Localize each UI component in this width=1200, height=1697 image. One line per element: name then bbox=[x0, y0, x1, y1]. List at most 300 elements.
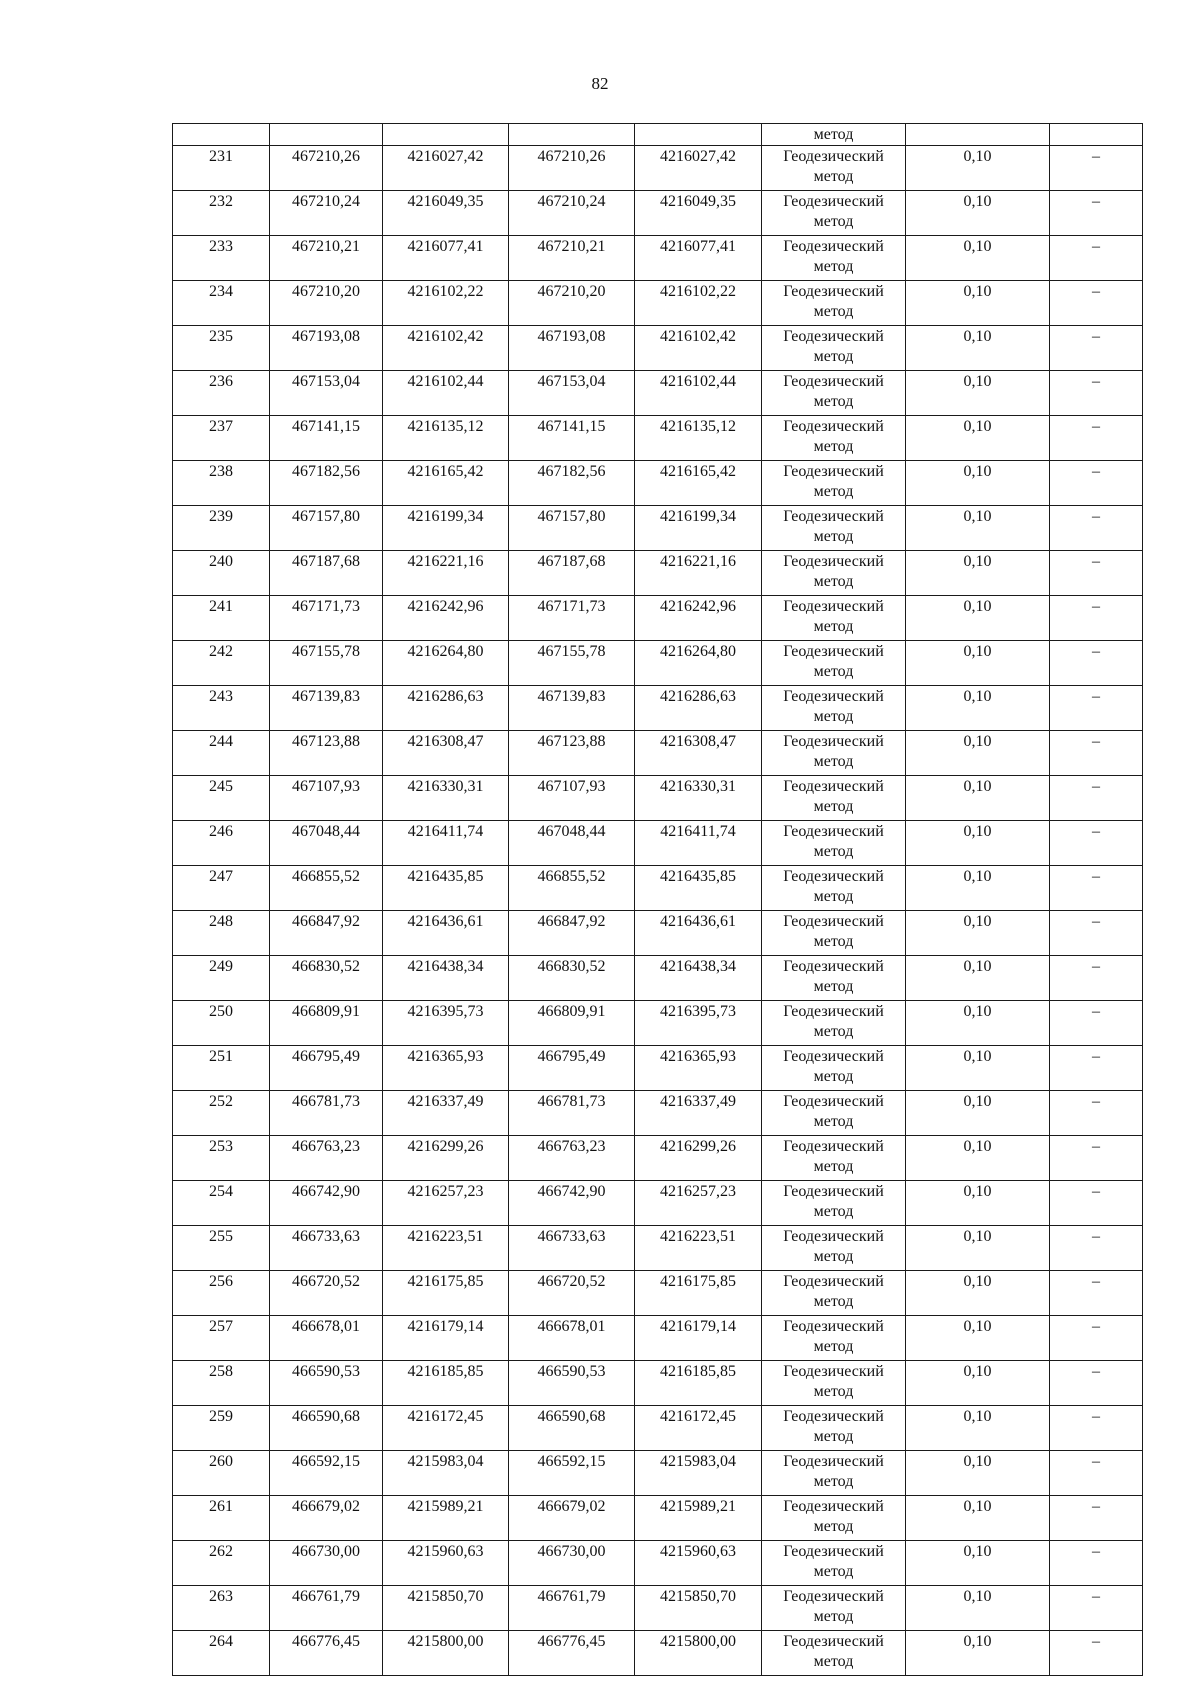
dash-cell: – bbox=[1050, 956, 1143, 1001]
table-row bbox=[173, 1316, 1143, 1361]
y-coordinate-cell: 4216308,47 bbox=[383, 731, 509, 776]
y-coordinate-cell: 4216049,35 bbox=[383, 191, 509, 236]
method-line-1: Геодезический bbox=[783, 1048, 884, 1065]
table-row bbox=[173, 866, 1143, 911]
method-cell bbox=[762, 911, 906, 956]
x-coordinate-cell: 467123,88 bbox=[270, 731, 383, 776]
point-number-cell: 263 bbox=[173, 1586, 270, 1631]
y-coordinate-cell: 4215960,63 bbox=[635, 1541, 762, 1586]
method-cell bbox=[762, 821, 906, 866]
precision-cell: 0,10 bbox=[906, 1271, 1050, 1316]
y-coordinate-cell: 4216242,96 bbox=[383, 596, 509, 641]
table-body bbox=[173, 124, 1143, 1676]
method-line-1: Геодезический bbox=[783, 688, 884, 705]
method-line-2: метод bbox=[813, 438, 854, 455]
x-coordinate-cell: 466730,00 bbox=[509, 1541, 635, 1586]
point-number-cell: 234 bbox=[173, 281, 270, 326]
method-line-2: метод bbox=[813, 1293, 854, 1310]
y-coordinate-cell: 4216435,85 bbox=[635, 866, 762, 911]
method-line-2: метод bbox=[813, 483, 854, 500]
point-number-cell: 252 bbox=[173, 1091, 270, 1136]
precision-cell: 0,10 bbox=[906, 686, 1050, 731]
method-cell bbox=[762, 506, 906, 551]
y-coordinate-cell: 4215960,63 bbox=[383, 1541, 509, 1586]
dash-cell: – bbox=[1050, 1496, 1143, 1541]
dash-cell: – bbox=[1050, 281, 1143, 326]
table-cell bbox=[906, 124, 1050, 146]
x-coordinate-cell: 467193,08 bbox=[509, 326, 635, 371]
method-line-2: метод bbox=[813, 348, 854, 365]
method-line-2: метод bbox=[813, 393, 854, 410]
y-coordinate-cell: 4215989,21 bbox=[383, 1496, 509, 1541]
dash-cell: – bbox=[1050, 1181, 1143, 1226]
y-coordinate-cell: 4216299,26 bbox=[383, 1136, 509, 1181]
method-line-2: метод bbox=[813, 663, 854, 680]
dash-cell: – bbox=[1050, 416, 1143, 461]
y-coordinate-cell: 4216135,12 bbox=[383, 416, 509, 461]
point-number-cell: 256 bbox=[173, 1271, 270, 1316]
point-number-cell: 253 bbox=[173, 1136, 270, 1181]
x-coordinate-cell: 466776,45 bbox=[509, 1631, 635, 1676]
table-cell bbox=[635, 124, 762, 146]
precision-cell: 0,10 bbox=[906, 1496, 1050, 1541]
dash-cell: – bbox=[1050, 461, 1143, 506]
method-cell bbox=[762, 686, 906, 731]
table-row bbox=[173, 1136, 1143, 1181]
x-coordinate-cell: 467107,93 bbox=[509, 776, 635, 821]
point-number-cell: 249 bbox=[173, 956, 270, 1001]
dash-cell: – bbox=[1050, 596, 1143, 641]
x-coordinate-cell: 466720,52 bbox=[509, 1271, 635, 1316]
table-row bbox=[173, 1451, 1143, 1496]
table-cell bbox=[1050, 124, 1143, 146]
point-number-cell: 258 bbox=[173, 1361, 270, 1406]
dash-cell: – bbox=[1050, 146, 1143, 191]
y-coordinate-cell: 4216102,44 bbox=[635, 371, 762, 416]
precision-cell: 0,10 bbox=[906, 1136, 1050, 1181]
dash-cell: – bbox=[1050, 1271, 1143, 1316]
method-line-1: Геодезический bbox=[783, 1633, 884, 1650]
method-line-2: метод bbox=[813, 1338, 854, 1355]
table-row bbox=[173, 1586, 1143, 1631]
point-number-cell: 239 bbox=[173, 506, 270, 551]
method-line-2: метод bbox=[813, 933, 854, 950]
x-coordinate-cell: 467182,56 bbox=[270, 461, 383, 506]
method-line-1: Геодезический bbox=[783, 373, 884, 390]
y-coordinate-cell: 4216179,14 bbox=[635, 1316, 762, 1361]
point-number-cell: 247 bbox=[173, 866, 270, 911]
y-coordinate-cell: 4216135,12 bbox=[635, 416, 762, 461]
precision-cell: 0,10 bbox=[906, 326, 1050, 371]
y-coordinate-cell: 4216221,16 bbox=[635, 551, 762, 596]
precision-cell: 0,10 bbox=[906, 911, 1050, 956]
point-number-cell: 231 bbox=[173, 146, 270, 191]
y-coordinate-cell: 4216330,31 bbox=[383, 776, 509, 821]
table-row bbox=[173, 1091, 1143, 1136]
x-coordinate-cell: 466590,68 bbox=[270, 1406, 383, 1451]
method-cell bbox=[762, 191, 906, 236]
dash-cell: – bbox=[1050, 731, 1143, 776]
x-coordinate-cell: 466720,52 bbox=[270, 1271, 383, 1316]
method-line-1: Геодезический bbox=[783, 598, 884, 615]
method-cell bbox=[762, 1361, 906, 1406]
point-number-cell: 262 bbox=[173, 1541, 270, 1586]
table-row bbox=[173, 1271, 1143, 1316]
x-coordinate-cell: 467182,56 bbox=[509, 461, 635, 506]
table-cell bbox=[270, 124, 383, 146]
method-cell bbox=[762, 1091, 906, 1136]
table-row bbox=[173, 1541, 1143, 1586]
y-coordinate-cell: 4216438,34 bbox=[383, 956, 509, 1001]
method-line-1: Геодезический bbox=[783, 823, 884, 840]
x-coordinate-cell: 467155,78 bbox=[270, 641, 383, 686]
method-line-2: метод bbox=[813, 258, 854, 275]
y-coordinate-cell: 4216257,23 bbox=[635, 1181, 762, 1226]
method-line-2: метод bbox=[813, 1158, 854, 1175]
method-line-1: Геодезический bbox=[783, 508, 884, 525]
point-number-cell: 245 bbox=[173, 776, 270, 821]
x-coordinate-cell: 467141,15 bbox=[509, 416, 635, 461]
dash-cell: – bbox=[1050, 1316, 1143, 1361]
method-cell bbox=[762, 461, 906, 506]
x-coordinate-cell: 466733,63 bbox=[509, 1226, 635, 1271]
point-number-cell: 236 bbox=[173, 371, 270, 416]
y-coordinate-cell: 4216199,34 bbox=[383, 506, 509, 551]
table-row bbox=[173, 416, 1143, 461]
precision-cell: 0,10 bbox=[906, 776, 1050, 821]
method-cell bbox=[762, 1136, 906, 1181]
table-row bbox=[173, 641, 1143, 686]
precision-cell: 0,10 bbox=[906, 821, 1050, 866]
point-number-cell: 240 bbox=[173, 551, 270, 596]
y-coordinate-cell: 4216175,85 bbox=[383, 1271, 509, 1316]
x-coordinate-cell: 467153,04 bbox=[270, 371, 383, 416]
dash-cell: – bbox=[1050, 641, 1143, 686]
table-row bbox=[173, 911, 1143, 956]
x-coordinate-cell: 467187,68 bbox=[270, 551, 383, 596]
method-line-1: Геодезический bbox=[783, 553, 884, 570]
y-coordinate-cell: 4216179,14 bbox=[383, 1316, 509, 1361]
point-number-cell: 243 bbox=[173, 686, 270, 731]
method-line-2: метод bbox=[813, 1518, 854, 1535]
method-line-1: Геодезический bbox=[783, 193, 884, 210]
x-coordinate-cell: 467107,93 bbox=[270, 776, 383, 821]
x-coordinate-cell: 466763,23 bbox=[270, 1136, 383, 1181]
method-line-2: метод bbox=[813, 618, 854, 635]
table-cell bbox=[173, 124, 270, 146]
y-coordinate-cell: 4216286,63 bbox=[383, 686, 509, 731]
precision-cell: 0,10 bbox=[906, 281, 1050, 326]
point-number-cell: 250 bbox=[173, 1001, 270, 1046]
method-line-2: метод bbox=[813, 1248, 854, 1265]
precision-cell: 0,10 bbox=[906, 461, 1050, 506]
precision-cell: 0,10 bbox=[906, 1361, 1050, 1406]
x-coordinate-cell: 466847,92 bbox=[270, 911, 383, 956]
method-line-2: метод bbox=[813, 798, 854, 815]
method-cell bbox=[762, 326, 906, 371]
method-cell bbox=[762, 281, 906, 326]
point-number-cell: 233 bbox=[173, 236, 270, 281]
precision-cell: 0,10 bbox=[906, 1046, 1050, 1091]
point-number-cell: 260 bbox=[173, 1451, 270, 1496]
y-coordinate-cell: 4215850,70 bbox=[635, 1586, 762, 1631]
precision-cell: 0,10 bbox=[906, 551, 1050, 596]
method-cell bbox=[762, 1406, 906, 1451]
y-coordinate-cell: 4215800,00 bbox=[383, 1631, 509, 1676]
y-coordinate-cell: 4216223,51 bbox=[635, 1226, 762, 1271]
x-coordinate-cell: 466761,79 bbox=[509, 1586, 635, 1631]
table-row bbox=[173, 551, 1143, 596]
precision-cell: 0,10 bbox=[906, 866, 1050, 911]
x-coordinate-cell: 466590,68 bbox=[509, 1406, 635, 1451]
table-row bbox=[173, 146, 1143, 191]
point-number-cell: 235 bbox=[173, 326, 270, 371]
y-coordinate-cell: 4216365,93 bbox=[635, 1046, 762, 1091]
x-coordinate-cell: 467157,80 bbox=[270, 506, 383, 551]
method-line-1: Геодезический bbox=[783, 1498, 884, 1515]
method-line-2: метод bbox=[813, 1023, 854, 1040]
x-coordinate-cell: 467210,24 bbox=[509, 191, 635, 236]
y-coordinate-cell: 4216027,42 bbox=[635, 146, 762, 191]
method-cell bbox=[762, 1046, 906, 1091]
method-cell bbox=[762, 1451, 906, 1496]
x-coordinate-cell: 466742,90 bbox=[509, 1181, 635, 1226]
point-number-cell: 261 bbox=[173, 1496, 270, 1541]
x-coordinate-cell: 467157,80 bbox=[509, 506, 635, 551]
method-line-1: Геодезический bbox=[783, 283, 884, 300]
y-coordinate-cell: 4216172,45 bbox=[383, 1406, 509, 1451]
x-coordinate-cell: 466733,63 bbox=[270, 1226, 383, 1271]
method-line-2: метод bbox=[813, 1113, 854, 1130]
x-coordinate-cell: 467155,78 bbox=[509, 641, 635, 686]
y-coordinate-cell: 4216438,34 bbox=[635, 956, 762, 1001]
point-number-cell: 237 bbox=[173, 416, 270, 461]
x-coordinate-cell: 466847,92 bbox=[509, 911, 635, 956]
dash-cell: – bbox=[1050, 1586, 1143, 1631]
y-coordinate-cell: 4216199,34 bbox=[635, 506, 762, 551]
point-number-cell: 238 bbox=[173, 461, 270, 506]
method-cell bbox=[762, 371, 906, 416]
table-row bbox=[173, 776, 1143, 821]
y-coordinate-cell: 4216077,41 bbox=[635, 236, 762, 281]
method-line-1: Геодезический bbox=[783, 238, 884, 255]
precision-cell: 0,10 bbox=[906, 596, 1050, 641]
y-coordinate-cell: 4215800,00 bbox=[635, 1631, 762, 1676]
method-cell bbox=[762, 596, 906, 641]
method-line-1: Геодезический bbox=[783, 778, 884, 795]
coordinates-table bbox=[172, 123, 1143, 1676]
precision-cell: 0,10 bbox=[906, 641, 1050, 686]
precision-cell: 0,10 bbox=[906, 731, 1050, 776]
y-coordinate-cell: 4216077,41 bbox=[383, 236, 509, 281]
x-coordinate-cell: 466855,52 bbox=[509, 866, 635, 911]
method-cell bbox=[762, 956, 906, 1001]
y-coordinate-cell: 4215989,21 bbox=[635, 1496, 762, 1541]
method-line-1: Геодезический bbox=[783, 1453, 884, 1470]
y-coordinate-cell: 4216436,61 bbox=[635, 911, 762, 956]
y-coordinate-cell: 4216411,74 bbox=[635, 821, 762, 866]
y-coordinate-cell: 4216185,85 bbox=[383, 1361, 509, 1406]
x-coordinate-cell: 467048,44 bbox=[509, 821, 635, 866]
x-coordinate-cell: 467210,20 bbox=[270, 281, 383, 326]
point-number-cell: 257 bbox=[173, 1316, 270, 1361]
method-line-2: метод bbox=[813, 1383, 854, 1400]
dash-cell: – bbox=[1050, 1451, 1143, 1496]
method-line-1: Геодезический bbox=[783, 1408, 884, 1425]
y-coordinate-cell: 4216337,49 bbox=[635, 1091, 762, 1136]
method-line-2: метод bbox=[813, 1653, 854, 1670]
precision-cell: 0,10 bbox=[906, 506, 1050, 551]
y-coordinate-cell: 4216257,23 bbox=[383, 1181, 509, 1226]
method-cell bbox=[762, 1586, 906, 1631]
method-cell bbox=[762, 641, 906, 686]
x-coordinate-cell: 466678,01 bbox=[509, 1316, 635, 1361]
y-coordinate-cell: 4216102,22 bbox=[383, 281, 509, 326]
x-coordinate-cell: 467153,04 bbox=[509, 371, 635, 416]
x-coordinate-cell: 466781,73 bbox=[270, 1091, 383, 1136]
point-number-cell: 255 bbox=[173, 1226, 270, 1271]
y-coordinate-cell: 4216242,96 bbox=[635, 596, 762, 641]
table-row bbox=[173, 506, 1143, 551]
x-coordinate-cell: 466795,49 bbox=[270, 1046, 383, 1091]
y-coordinate-cell: 4216165,42 bbox=[635, 461, 762, 506]
method-line-1: Геодезический bbox=[783, 868, 884, 885]
method-cell bbox=[762, 551, 906, 596]
x-coordinate-cell: 466590,53 bbox=[509, 1361, 635, 1406]
x-coordinate-cell: 467193,08 bbox=[270, 326, 383, 371]
y-coordinate-cell: 4216221,16 bbox=[383, 551, 509, 596]
dash-cell: – bbox=[1050, 1001, 1143, 1046]
point-number-cell: 246 bbox=[173, 821, 270, 866]
dash-cell: – bbox=[1050, 191, 1143, 236]
precision-cell: 0,10 bbox=[906, 1406, 1050, 1451]
method-line-2: метод bbox=[813, 708, 854, 725]
x-coordinate-cell: 467123,88 bbox=[509, 731, 635, 776]
method-line-1: Геодезический bbox=[783, 733, 884, 750]
table-cell bbox=[383, 124, 509, 146]
method-line-1: Геодезический bbox=[783, 1273, 884, 1290]
point-number-cell: 254 bbox=[173, 1181, 270, 1226]
precision-cell: 0,10 bbox=[906, 956, 1050, 1001]
y-coordinate-cell: 4216102,22 bbox=[635, 281, 762, 326]
method-line-1: Геодезический bbox=[783, 1588, 884, 1605]
y-coordinate-cell: 4216286,63 bbox=[635, 686, 762, 731]
method-line-2: метод bbox=[813, 1473, 854, 1490]
method-cell bbox=[762, 1271, 906, 1316]
dash-cell: – bbox=[1050, 1631, 1143, 1676]
x-coordinate-cell: 467210,20 bbox=[509, 281, 635, 326]
x-coordinate-cell: 466763,23 bbox=[509, 1136, 635, 1181]
table-row bbox=[173, 1631, 1143, 1676]
method-cell bbox=[762, 776, 906, 821]
precision-cell: 0,10 bbox=[906, 1586, 1050, 1631]
y-coordinate-cell: 4216185,85 bbox=[635, 1361, 762, 1406]
x-coordinate-cell: 466809,91 bbox=[270, 1001, 383, 1046]
x-coordinate-cell: 466855,52 bbox=[270, 866, 383, 911]
x-coordinate-cell: 466795,49 bbox=[509, 1046, 635, 1091]
table-cell bbox=[509, 124, 635, 146]
table-row bbox=[173, 596, 1143, 641]
precision-cell: 0,10 bbox=[906, 1091, 1050, 1136]
table-row bbox=[173, 236, 1143, 281]
x-coordinate-cell: 467210,21 bbox=[270, 236, 383, 281]
dash-cell: – bbox=[1050, 236, 1143, 281]
method-line-2: метод bbox=[813, 978, 854, 995]
y-coordinate-cell: 4216102,42 bbox=[383, 326, 509, 371]
method-cell bbox=[762, 416, 906, 461]
x-coordinate-cell: 466761,79 bbox=[270, 1586, 383, 1631]
method-cell bbox=[762, 1496, 906, 1541]
dash-cell: – bbox=[1050, 686, 1143, 731]
y-coordinate-cell: 4216175,85 bbox=[635, 1271, 762, 1316]
page-number: 82 bbox=[591, 74, 609, 93]
point-number-cell: 244 bbox=[173, 731, 270, 776]
method-line-1: Геодезический bbox=[783, 418, 884, 435]
x-coordinate-cell: 467048,44 bbox=[270, 821, 383, 866]
method-line-1: Геодезический bbox=[783, 328, 884, 345]
y-coordinate-cell: 4216365,93 bbox=[383, 1046, 509, 1091]
dash-cell: – bbox=[1050, 1136, 1143, 1181]
method-line-2: метод bbox=[813, 843, 854, 860]
y-coordinate-cell: 4216027,42 bbox=[383, 146, 509, 191]
method-line-2: метод bbox=[813, 1068, 854, 1085]
table-row bbox=[173, 956, 1143, 1001]
y-coordinate-cell: 4216172,45 bbox=[635, 1406, 762, 1451]
point-number-cell: 232 bbox=[173, 191, 270, 236]
precision-cell: 0,10 bbox=[906, 191, 1050, 236]
point-number-cell: 251 bbox=[173, 1046, 270, 1091]
x-coordinate-cell: 466679,02 bbox=[270, 1496, 383, 1541]
y-coordinate-cell: 4216337,49 bbox=[383, 1091, 509, 1136]
precision-cell: 0,10 bbox=[906, 1541, 1050, 1586]
x-coordinate-cell: 466742,90 bbox=[270, 1181, 383, 1226]
table-row bbox=[173, 1226, 1143, 1271]
method-line-2: метод bbox=[813, 1608, 854, 1625]
y-coordinate-cell: 4215983,04 bbox=[383, 1451, 509, 1496]
method-line-1: Геодезический bbox=[783, 1228, 884, 1245]
method-cell bbox=[762, 731, 906, 776]
dash-cell: – bbox=[1050, 326, 1143, 371]
precision-cell: 0,10 bbox=[906, 146, 1050, 191]
x-coordinate-cell: 466592,15 bbox=[509, 1451, 635, 1496]
precision-cell: 0,10 bbox=[906, 371, 1050, 416]
dash-cell: – bbox=[1050, 1406, 1143, 1451]
dash-cell: – bbox=[1050, 1091, 1143, 1136]
x-coordinate-cell: 467210,26 bbox=[509, 146, 635, 191]
y-coordinate-cell: 4216435,85 bbox=[383, 866, 509, 911]
method-line-2: метод bbox=[813, 168, 854, 185]
table-row bbox=[173, 461, 1143, 506]
method-cell bbox=[762, 236, 906, 281]
precision-cell: 0,10 bbox=[906, 1451, 1050, 1496]
y-coordinate-cell: 4216102,44 bbox=[383, 371, 509, 416]
method-line-2: метод bbox=[813, 213, 854, 230]
y-coordinate-cell: 4216411,74 bbox=[383, 821, 509, 866]
method-line-1: Геодезический bbox=[783, 1093, 884, 1110]
dash-cell: – bbox=[1050, 1361, 1143, 1406]
dash-cell: – bbox=[1050, 371, 1143, 416]
point-number-cell: 242 bbox=[173, 641, 270, 686]
y-coordinate-cell: 4216395,73 bbox=[383, 1001, 509, 1046]
x-coordinate-cell: 467210,26 bbox=[270, 146, 383, 191]
method-line-1: Геодезический bbox=[783, 148, 884, 165]
point-number-cell: 241 bbox=[173, 596, 270, 641]
table-row bbox=[173, 686, 1143, 731]
y-coordinate-cell: 4216395,73 bbox=[635, 1001, 762, 1046]
precision-cell: 0,10 bbox=[906, 1316, 1050, 1361]
precision-cell: 0,10 bbox=[906, 1226, 1050, 1271]
table-row bbox=[173, 281, 1143, 326]
